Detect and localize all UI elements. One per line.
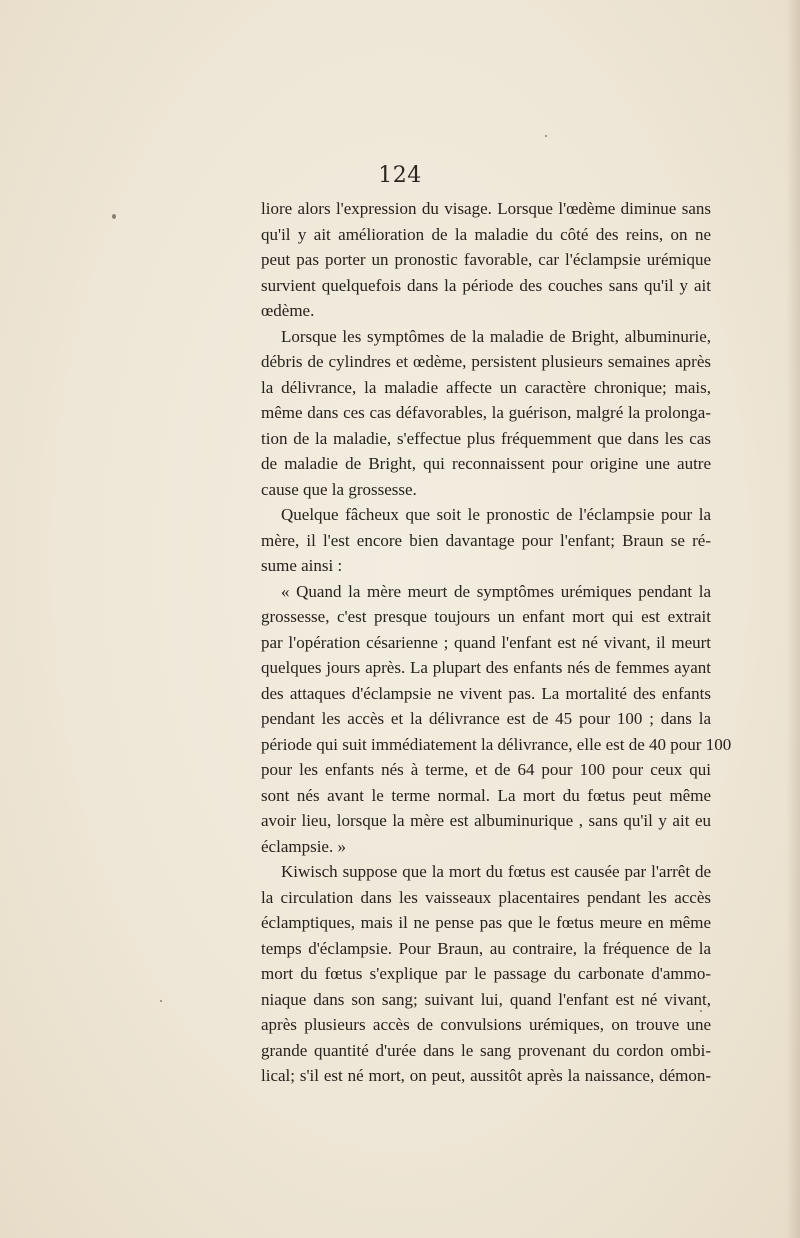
text-line: grande quantité d'urée dans le sang provenant du cordon ombi- <box>261 1040 711 1060</box>
text-line: la délivrance, la maladie affecte un caractère chronique; mais, <box>261 377 711 397</box>
text-line: pendant les accès et la délivrance est de 45 pour 100 ; dans la <box>261 709 711 728</box>
paper-speck <box>112 214 116 219</box>
text-line: niaque dans son sang; suivant lui, quand l'enfant est né vivant, <box>261 989 711 1009</box>
text-line: éclamptiques, mais il ne pense pas que le fœtus meure en même <box>261 913 711 932</box>
text-line: « Quand la mère meurt de symptômes urémiques pendant la <box>281 581 711 601</box>
paper-speck <box>545 135 547 137</box>
text-line: Quelque fâcheux que soit le pronostic de l'éclampsie pour la <box>281 505 711 524</box>
text-line: avoir lieu, lorsque la mère est albuminurique , sans qu'il y ait eu <box>261 811 711 830</box>
text-line: tion de la maladie, s'effectue plus fréquemment que dans les cas <box>261 428 711 448</box>
text-line: par l'opération césarienne ; quand l'enfant est né vivant, il meurt <box>261 632 711 652</box>
text-line: grossesse, c'est presque toujours un enfant mort qui est extrait <box>261 607 711 626</box>
text-line: quelques jours après. La plupart des enfants nés de femmes ayant <box>261 658 711 677</box>
page-number: 124 <box>378 163 422 188</box>
text-line: Lorsque les symptômes de la maladie de Bright, albuminurie, <box>281 326 711 346</box>
text-line: pour les enfants nés à terme, et de 64 pour 100 pour ceux qui <box>261 760 711 779</box>
text-line: sume ainsi : <box>261 556 343 575</box>
text-line: lical; s'il est né mort, on peut, aussitôt après la naissance, démon- <box>261 1066 711 1085</box>
body-text <box>261 196 732 1089</box>
text-line: qu'il y ait amélioration de la maladie du côté des reins, on ne <box>261 224 711 244</box>
text-line: éclampsie. » <box>261 836 346 856</box>
paper-speck <box>700 1010 702 1012</box>
text-line: des attaques d'éclampsie ne vivent pas. La mortalité des enfants <box>261 683 711 703</box>
paper-speck <box>160 1000 162 1002</box>
text-line: après plusieurs accès de convulsions urémiques, on trouve une <box>261 1015 711 1034</box>
text-line: temps d'éclampsie. Pour Braun, au contraire, la fréquence de la <box>261 938 711 958</box>
text-line: période qui suit immédiatement la délivrance, elle est de 40 pour 100 <box>261 734 732 754</box>
text-line: débris de cylindres et œdème, persistent plusieurs semaines après <box>261 352 711 371</box>
text-line: liore alors l'expression du visage. Lorsque l'œdème diminue sans <box>261 199 711 218</box>
text-line: peut pas porter un pronostic favorable, car l'éclampsie urémique <box>261 250 711 269</box>
text-line: la circulation dans les vaisseaux placentaires pendant les accès <box>261 887 711 907</box>
text-line: survient quelquefois dans la période des couches sans qu'il y ait <box>261 275 711 295</box>
text-line: mort du fœtus s'explique par le passage du carbonate d'ammo- <box>261 964 711 983</box>
text-line: même dans ces cas défavorables, la guérison, malgré la prolonga- <box>261 403 711 422</box>
text-line: de maladie de Bright, qui reconnaissent pour origine une autre <box>261 454 711 473</box>
text-line: mère, il l'est encore bien davantage pour l'enfant; Braun se ré- <box>261 530 711 550</box>
text-line: œdème. <box>261 301 315 320</box>
text-line: sont nés avant le terme normal. La mort du fœtus peut même <box>261 785 711 805</box>
text-line: Kiwisch suppose que la mort du fœtus est causée par l'arrêt de <box>281 862 711 881</box>
text-line: cause que la grossesse. <box>261 479 417 499</box>
